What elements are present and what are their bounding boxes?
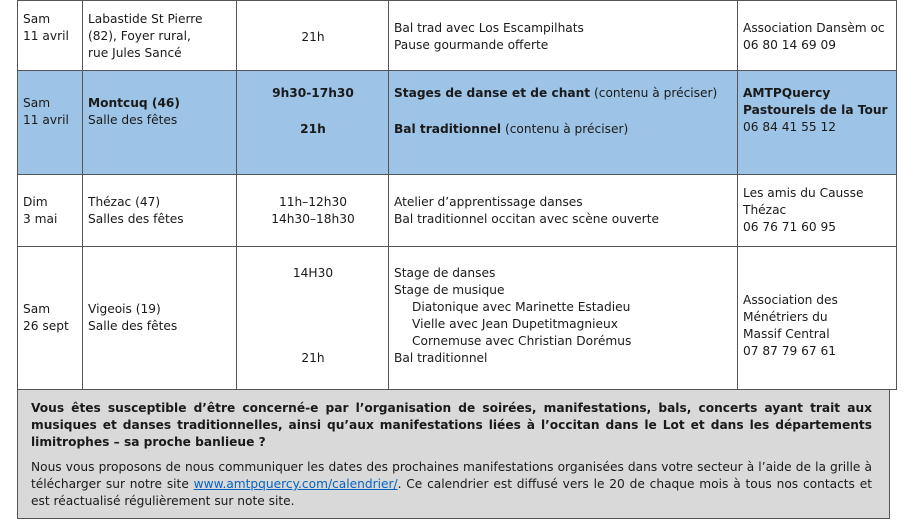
contact-cell <box>738 71 897 175</box>
activity-title: Bal traditionnel <box>394 122 502 136</box>
day-label: Dim <box>23 195 48 209</box>
activity-note: (contenu à préciser) <box>590 86 718 100</box>
date-label: 3 mai <box>23 212 58 226</box>
info-paragraph <box>31 459 872 510</box>
info-box <box>17 389 890 519</box>
date-label: 11 avril <box>23 113 69 127</box>
location-cell <box>83 175 237 247</box>
day-label: Sam <box>23 96 51 110</box>
activity-line: Bal traditionnel occitan avec scène ouverte <box>394 212 659 226</box>
date-cell <box>18 71 83 175</box>
date-cell <box>18 247 83 390</box>
contact-name: Les amis du Causse <box>743 186 864 200</box>
time-label: 21h <box>301 30 325 44</box>
time-label: 14H30 <box>292 266 334 280</box>
contact-name: Massif Central <box>743 327 830 341</box>
location-cell <box>83 247 237 390</box>
time-label: 21h <box>300 122 326 136</box>
activity-line: Pause gourmande offerte <box>394 38 549 52</box>
time-label: 9h30-17h30 <box>272 86 354 100</box>
activity-line <box>394 121 733 138</box>
contact-name: Pastourels de la Tour <box>743 103 888 117</box>
activity-line: Bal trad avec Los Escampilhats <box>394 21 584 35</box>
date-label: 26 sept <box>23 319 69 333</box>
location-line: Salle des fêtes <box>88 113 178 127</box>
activity-title: Stages de danse et de chant <box>394 86 591 100</box>
instrument-line: Cornemuse avec Christian Dorémus <box>412 334 632 348</box>
contact-name: AMTPQuercy <box>743 86 831 100</box>
contact-cell <box>738 175 897 247</box>
table-row <box>18 175 897 247</box>
location-line: Labastide St Pierre <box>88 12 203 26</box>
calendar-link[interactable]: www.amtpquercy.com/calendrier/ <box>193 477 398 491</box>
table-row-highlighted <box>18 71 897 175</box>
contact-phone: 07 87 79 67 61 <box>743 344 837 358</box>
time-label: 21h <box>301 351 325 365</box>
events-table <box>17 0 897 390</box>
time-cell <box>237 1 389 71</box>
date-label: 11 avril <box>23 29 69 43</box>
location-line: Salles des fêtes <box>88 212 184 226</box>
contact-cell <box>738 247 897 390</box>
location-cell <box>83 71 237 175</box>
table-row <box>18 247 897 390</box>
info-text: Nous vous proposons de nous communiquer les dates des prochaines manifestations organisées dans votre secteur à l’aide de la grille à télécharger sur notre site <box>31 460 872 491</box>
activity-line: Atelier d’apprentissage danses <box>394 195 583 209</box>
contact-phone: 06 76 71 60 95 <box>743 220 837 234</box>
activity-cell <box>389 1 738 71</box>
instrument-line: Diatonique avec Marinette Estadieu <box>412 300 631 314</box>
location-line: rue Jules Sancé <box>88 46 182 60</box>
activity-line: Bal traditionnel <box>394 351 488 365</box>
location-line: (82), Foyer rural, <box>88 29 191 43</box>
date-cell <box>18 1 83 71</box>
time-label: 14h30–18h30 <box>271 212 355 226</box>
location-line: Thézac (47) <box>88 195 161 209</box>
activity-line: Stage de danses <box>394 266 496 280</box>
info-question: Vous êtes susceptible d’être concerné-e par l’organisation de soirées, manifestations, bals, concerts ayant trait aux musiques et danses traditionnelles, ainsi qu’aux manifestations liées à l’occitan dans le Lot et dans les départements limitrophes – sa proche banlieue ? <box>31 401 872 449</box>
location-line: Salle des fêtes <box>88 319 178 333</box>
activity-cell <box>389 175 738 247</box>
contact-name: Association des Ménétriers du <box>743 293 838 324</box>
table-row <box>18 1 897 71</box>
contact-phone: 06 80 14 69 09 <box>743 38 837 52</box>
activity-cell <box>389 247 738 390</box>
date-cell <box>18 175 83 247</box>
activity-note: (contenu à préciser) <box>501 122 629 136</box>
time-cell <box>237 175 389 247</box>
contact-name: Thézac <box>743 203 787 217</box>
info-text: . Ce calendrier est diffusé vers le 20 de chaque mois à tous nos contacts et est réactualisé régulièrement sur note site. <box>31 477 872 508</box>
time-cell <box>237 247 389 390</box>
contact-name: Association Dansèm oc <box>743 21 885 35</box>
day-label: Sam <box>23 302 51 316</box>
instrument-line: Vielle avec Jean Dupetitmagnieux <box>412 317 618 331</box>
activity-line: Stage de musique <box>394 283 505 297</box>
location-cell <box>83 1 237 71</box>
location-line: Vigeois (19) <box>88 302 161 316</box>
activity-cell <box>389 71 738 175</box>
contact-phone: 06 84 41 55 12 <box>743 120 837 134</box>
time-cell <box>237 71 389 175</box>
day-label: Sam <box>23 12 51 26</box>
time-label: 11h–12h30 <box>278 195 348 209</box>
contact-cell <box>738 1 897 71</box>
activity-line <box>394 85 733 102</box>
location-title: Montcuq (46) <box>88 96 180 110</box>
